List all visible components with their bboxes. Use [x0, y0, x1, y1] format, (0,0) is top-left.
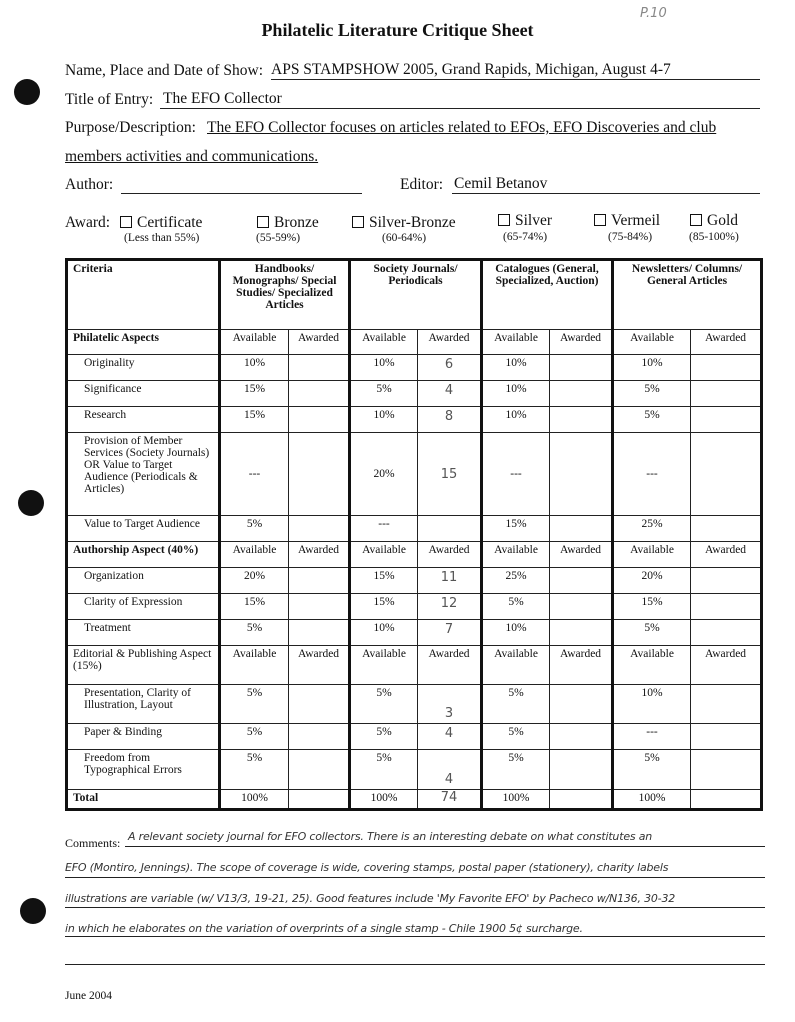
awarded-header: Awarded	[691, 542, 762, 568]
editor-label: Editor:	[400, 176, 444, 193]
cell: 5%	[350, 750, 418, 790]
comment-rule	[65, 964, 765, 965]
row-label-total: Total	[67, 790, 220, 810]
cell: 10%	[482, 381, 550, 407]
table-row	[67, 620, 762, 646]
group-header-society-journals: Society Journals/ Periodicals	[350, 260, 482, 330]
awarded-score: 7	[418, 620, 482, 646]
table-row-total	[67, 790, 762, 810]
cell	[289, 620, 350, 646]
comment-rule	[125, 846, 765, 847]
available-header: Available	[350, 542, 418, 568]
award-option-silver-bronze[interactable]: Silver-Bronze	[352, 214, 456, 232]
cell: 5%	[482, 594, 550, 620]
cell: 100%	[350, 790, 418, 810]
cell	[691, 355, 762, 381]
cell: 15%	[613, 594, 691, 620]
available-header: Available	[220, 542, 289, 568]
cell	[289, 685, 350, 724]
cell	[691, 724, 762, 750]
table-row	[67, 568, 762, 594]
awarded-score: 11	[418, 568, 482, 594]
row-label-originality: Originality	[67, 355, 220, 381]
cell: ---	[350, 516, 418, 542]
row-label-presentation: Presentation, Clarity of Illustration, Layout	[67, 685, 220, 724]
cell: 15%	[350, 568, 418, 594]
comment-line-3: illustrations are variable (w/ V13/3, 19-21, 25). Good features include 'My Favorite EFO' by Pacheco w/N136, 30-32	[65, 892, 676, 905]
cell	[550, 724, 613, 750]
available-header: Available	[613, 646, 691, 685]
cell: 20%	[350, 433, 418, 516]
cell	[691, 433, 762, 516]
awarded-header: Awarded	[550, 330, 613, 355]
comment-line-4: in which he elaborates on the variation of overprints of a single stamp - Chile 1900 5¢ surcharge.	[65, 922, 583, 935]
awarded-score: 4	[418, 750, 482, 790]
row-label-clarity: Clarity of Expression	[67, 594, 220, 620]
cell: 10%	[482, 407, 550, 433]
checkbox-icon[interactable]	[594, 214, 606, 226]
cell: 10%	[350, 355, 418, 381]
table-row	[67, 685, 762, 724]
award-range-silver-bronze: (60-64%)	[382, 232, 427, 244]
cell: 5%	[613, 620, 691, 646]
section-authorship: Authorship Aspect (40%)	[67, 542, 220, 568]
group-header-newsletters: Newsletters/ Columns/ General Articles	[613, 260, 762, 330]
row-label-freedom: Freedom from Typographical Errors	[67, 750, 220, 790]
awarded-score: 3	[418, 685, 482, 724]
award-range-vermeil: (75-84%)	[608, 231, 653, 243]
table-row	[67, 516, 762, 542]
cell	[691, 381, 762, 407]
cell	[289, 355, 350, 381]
comment-line-1: A relevant society journal for EFO collectors. There is an interesting debate on what constitutes an	[128, 830, 653, 843]
corner-handwritten-note: P.10	[640, 6, 667, 21]
punch-hole	[18, 490, 44, 516]
cell	[691, 407, 762, 433]
awarded-score: 8	[418, 407, 482, 433]
available-header: Available	[613, 542, 691, 568]
cell: 100%	[482, 790, 550, 810]
cell: 5%	[613, 750, 691, 790]
cell	[691, 620, 762, 646]
table-row	[67, 724, 762, 750]
award-range-certificate: (Less than 55%)	[124, 232, 200, 244]
comment-rule	[65, 907, 765, 908]
comment-rule	[65, 936, 765, 937]
awarded-header: Awarded	[289, 542, 350, 568]
awarded-header: Awarded	[289, 330, 350, 355]
cell	[550, 620, 613, 646]
cell: 10%	[613, 355, 691, 381]
awarded-header: Awarded	[550, 542, 613, 568]
awarded-header: Awarded	[418, 330, 482, 355]
cell	[550, 355, 613, 381]
cell: 15%	[220, 594, 289, 620]
editor-underline	[452, 193, 760, 194]
award-option-vermeil[interactable]: Vermeil	[594, 212, 660, 230]
cell: 100%	[613, 790, 691, 810]
cell	[550, 568, 613, 594]
available-header: Available	[482, 542, 550, 568]
cell: 15%	[220, 407, 289, 433]
row-label-treatment: Treatment	[67, 620, 220, 646]
table-row	[67, 381, 762, 407]
comments-label: Comments:	[65, 836, 121, 850]
cell	[550, 750, 613, 790]
cell	[289, 594, 350, 620]
table-row	[67, 355, 762, 381]
cell: 20%	[613, 568, 691, 594]
awarded-score: 4	[418, 381, 482, 407]
awarded-header: Awarded	[691, 646, 762, 685]
awarded-header: Awarded	[289, 646, 350, 685]
awarded-score: 15	[418, 433, 482, 516]
show-label: Name, Place and Date of Show:	[65, 62, 263, 79]
cell: ---	[613, 724, 691, 750]
row-label-research: Research	[67, 407, 220, 433]
cell: 25%	[482, 568, 550, 594]
award-option-gold[interactable]: Gold	[690, 212, 738, 230]
group-header-catalogues: Catalogues (General, Specialized, Auction)	[482, 260, 613, 330]
award-option-certificate[interactable]: Certificate	[120, 214, 202, 232]
cell: 5%	[350, 685, 418, 724]
award-option-silver[interactable]: Silver	[498, 212, 552, 230]
row-label-provision: Provision of Member Services (Society Journals) OR Value to Target Audience (Periodicals & Articles)	[67, 433, 220, 516]
editor-value: Cemil Betanov	[454, 175, 548, 192]
award-range-gold: (85-100%)	[689, 231, 739, 243]
cell: 5%	[482, 750, 550, 790]
cell: 15%	[350, 594, 418, 620]
cell	[550, 516, 613, 542]
cell	[289, 724, 350, 750]
awarded-score: 4	[418, 724, 482, 750]
available-header: Available	[350, 646, 418, 685]
author-label: Author:	[65, 176, 114, 193]
award-option-bronze[interactable]: Bronze	[257, 214, 319, 232]
cell: 10%	[613, 685, 691, 724]
criteria-table	[65, 258, 763, 811]
awarded-score: 12	[418, 594, 482, 620]
comment-line-2: EFO (Montiro, Jennings). The scope of coverage is wide, covering stamps, postal paper (stationery), charity labels	[65, 861, 669, 874]
cell: 5%	[220, 620, 289, 646]
award-label: Award:	[65, 214, 111, 231]
cell: 5%	[220, 685, 289, 724]
cell	[289, 568, 350, 594]
cell: 5%	[350, 724, 418, 750]
author-underline	[121, 193, 362, 194]
cell	[691, 516, 762, 542]
section-philatelic: Philatelic Aspects	[67, 330, 220, 355]
row-label-paper: Paper & Binding	[67, 724, 220, 750]
cell	[691, 594, 762, 620]
cell	[289, 790, 350, 810]
row-label-value-target: Value to Target Audience	[67, 516, 220, 542]
punch-hole	[20, 898, 46, 924]
cell: 10%	[220, 355, 289, 381]
cell	[289, 433, 350, 516]
criteria-header: Criteria	[67, 260, 220, 330]
cell: ---	[613, 433, 691, 516]
cell: 5%	[220, 750, 289, 790]
cell	[289, 750, 350, 790]
cell	[289, 516, 350, 542]
purpose-label: Purpose/Description:	[65, 119, 196, 136]
show-underline	[271, 79, 760, 80]
cell	[550, 790, 613, 810]
section-editorial: Editorial & Publishing Aspect (15%)	[67, 646, 220, 685]
cell: 5%	[350, 381, 418, 407]
cell: 10%	[350, 407, 418, 433]
cell: 15%	[482, 516, 550, 542]
cell: 5%	[220, 516, 289, 542]
table-row	[67, 594, 762, 620]
cell: 100%	[220, 790, 289, 810]
awarded-total: 74	[418, 790, 482, 810]
award-range-bronze: (55-59%)	[256, 232, 301, 244]
cell	[550, 433, 613, 516]
cell: 10%	[482, 620, 550, 646]
award-range-silver: (65-74%)	[503, 231, 548, 243]
title-underline	[160, 108, 760, 109]
cell: 10%	[482, 355, 550, 381]
cell	[289, 407, 350, 433]
cell: 20%	[220, 568, 289, 594]
cell: 5%	[482, 724, 550, 750]
cell	[550, 407, 613, 433]
awarded-score: 6	[418, 355, 482, 381]
checkbox-icon[interactable]	[120, 216, 132, 228]
purpose-value-line1: The EFO Collector focuses on articles related to EFOs, EFO Discoveries and club	[207, 119, 717, 136]
checkbox-icon[interactable]	[352, 216, 364, 228]
cell	[550, 685, 613, 724]
cell: 5%	[482, 685, 550, 724]
available-header: Available	[220, 646, 289, 685]
row-label-significance: Significance	[67, 381, 220, 407]
cell	[691, 685, 762, 724]
page-title: Philatelic Literature Critique Sheet	[261, 20, 534, 40]
row-label-organization: Organization	[67, 568, 220, 594]
awarded-header: Awarded	[418, 542, 482, 568]
cell	[691, 790, 762, 810]
cell: 25%	[613, 516, 691, 542]
checkbox-icon[interactable]	[498, 214, 510, 226]
table-row	[67, 750, 762, 790]
comment-rule	[65, 877, 765, 878]
awarded-score	[418, 516, 482, 542]
available-header: Available	[482, 646, 550, 685]
punch-hole	[14, 79, 40, 105]
table-row	[67, 407, 762, 433]
title-label: Title of Entry:	[65, 91, 154, 108]
awarded-header: Awarded	[418, 646, 482, 685]
available-header: Available	[482, 330, 550, 355]
checkbox-icon[interactable]	[690, 214, 702, 226]
show-value: APS STAMPSHOW 2005, Grand Rapids, Michigan, August 4-7	[271, 61, 671, 78]
awarded-header: Awarded	[691, 330, 762, 355]
available-header: Available	[220, 330, 289, 355]
group-header-handbooks: Handbooks/ Monographs/ Special Studies/ Specialized Articles	[220, 260, 350, 330]
cell: 5%	[220, 724, 289, 750]
cell: ---	[482, 433, 550, 516]
cell: ---	[220, 433, 289, 516]
cell	[289, 381, 350, 407]
awarded-header: Awarded	[550, 646, 613, 685]
purpose-value-line2: members activities and communications.	[65, 148, 319, 165]
cell	[550, 381, 613, 407]
available-header: Available	[613, 330, 691, 355]
cell	[691, 750, 762, 790]
cell	[550, 594, 613, 620]
cell: 10%	[350, 620, 418, 646]
checkbox-icon[interactable]	[257, 216, 269, 228]
title-value: The EFO Collector	[163, 90, 282, 107]
cell: 5%	[613, 381, 691, 407]
cell	[691, 568, 762, 594]
cell: 15%	[220, 381, 289, 407]
available-header: Available	[350, 330, 418, 355]
cell: 5%	[613, 407, 691, 433]
table-row	[67, 433, 762, 516]
footer-date: June 2004	[65, 990, 112, 1002]
